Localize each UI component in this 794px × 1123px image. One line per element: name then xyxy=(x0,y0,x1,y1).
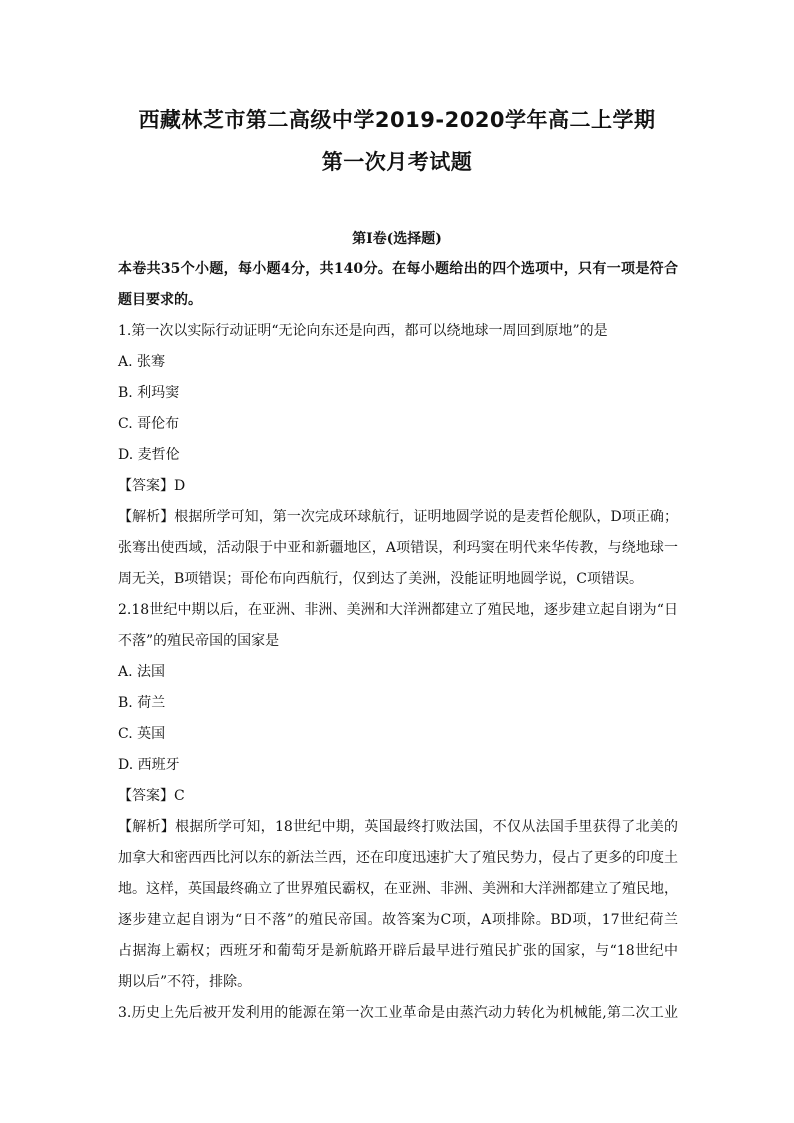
question-1-analysis: 【解析】根据所学可知，第一次完成环球航行，证明地圆学说的是麦哲伦舰队，D项正确； xyxy=(118,509,678,525)
question-2-analysis: 加拿大和密西西比河以东的新法兰西，还在印度迅速扩大了殖民势力，侵占了更多的印度土 xyxy=(118,850,678,866)
question-2-analysis: 【解析】根据所学可知，18世纪中期，英国最终打败法国，不仅从法国手里获得了北美的 xyxy=(118,819,678,835)
question-1-option-c: C. 哥伦布 xyxy=(118,416,180,432)
exam-content xyxy=(118,254,678,1029)
question-2-option-a: A. 法国 xyxy=(118,664,166,680)
question-1-analysis: 张骞出使西域，活动限于中亚和新疆地区，A项错误，利玛窦在明代来华传教，与绕地球一 xyxy=(118,540,678,556)
exam-title-line1: 西藏林芝市第二高级中学2019-2020学年高二上学期 xyxy=(138,108,656,132)
question-3-stem: 3.历史上先后被开发利用的能源在第一次工业革命是由蒸汽动力转化为机械能,第二次工业 xyxy=(118,1005,678,1021)
question-1-answer: 【答案】D xyxy=(118,478,186,494)
question-2-analysis: 期以后”不符，排除。 xyxy=(118,974,252,990)
question-2-option-d: D. 西班牙 xyxy=(118,757,180,773)
question-1-option-a: A. 张骞 xyxy=(118,354,166,370)
question-2-analysis: 地。这样，英国最终确立了世界殖民霸权，在亚洲、非洲、美洲和大洋洲都建立了殖民地， xyxy=(118,881,678,897)
question-2-stem: 2.18世纪中期以后，在亚洲、非洲、美洲和大洋洲都建立了殖民地，逐步建立起自诩为“日 xyxy=(118,602,678,618)
question-2-analysis: 占据海上霸权；西班牙和葡萄牙是新航路开辟后最早进行殖民扩张的国家，与“18世纪中 xyxy=(118,943,678,959)
question-1-option-b: B. 利玛窦 xyxy=(118,385,180,401)
exam-title-line2: 第一次月考试题 xyxy=(321,150,473,174)
question-1-analysis: 周无关，B项错误；哥伦布向西航行，仅到达了美洲，没能证明地圆学说，C项错误。 xyxy=(118,571,643,587)
question-2-answer: 【答案】C xyxy=(118,788,185,804)
instruction-line: 题目要求的。 xyxy=(118,292,202,308)
question-1-stem: 1.第一次以实际行动证明“无论向东还是向西，都可以绕地球一周回到原地”的是 xyxy=(118,323,608,339)
question-2-option-b: B. 荷兰 xyxy=(118,695,166,711)
instruction-line: 本卷共35个小题，每小题4分，共140分。在每小题给出的四个选项中，只有一项是符合 xyxy=(118,261,678,277)
question-2-option-c: C. 英国 xyxy=(118,726,166,742)
question-2-analysis: 逐步建立起自诩为“日不落”的殖民帝国。故答案为C项，A项排除。BD项，17世纪荷兰 xyxy=(118,912,678,928)
section-heading: 第Ⅰ卷(选择题) xyxy=(352,231,442,247)
question-2-stem: 不落”的殖民帝国的国家是 xyxy=(118,633,280,649)
question-1-option-d: D. 麦哲伦 xyxy=(118,447,180,463)
